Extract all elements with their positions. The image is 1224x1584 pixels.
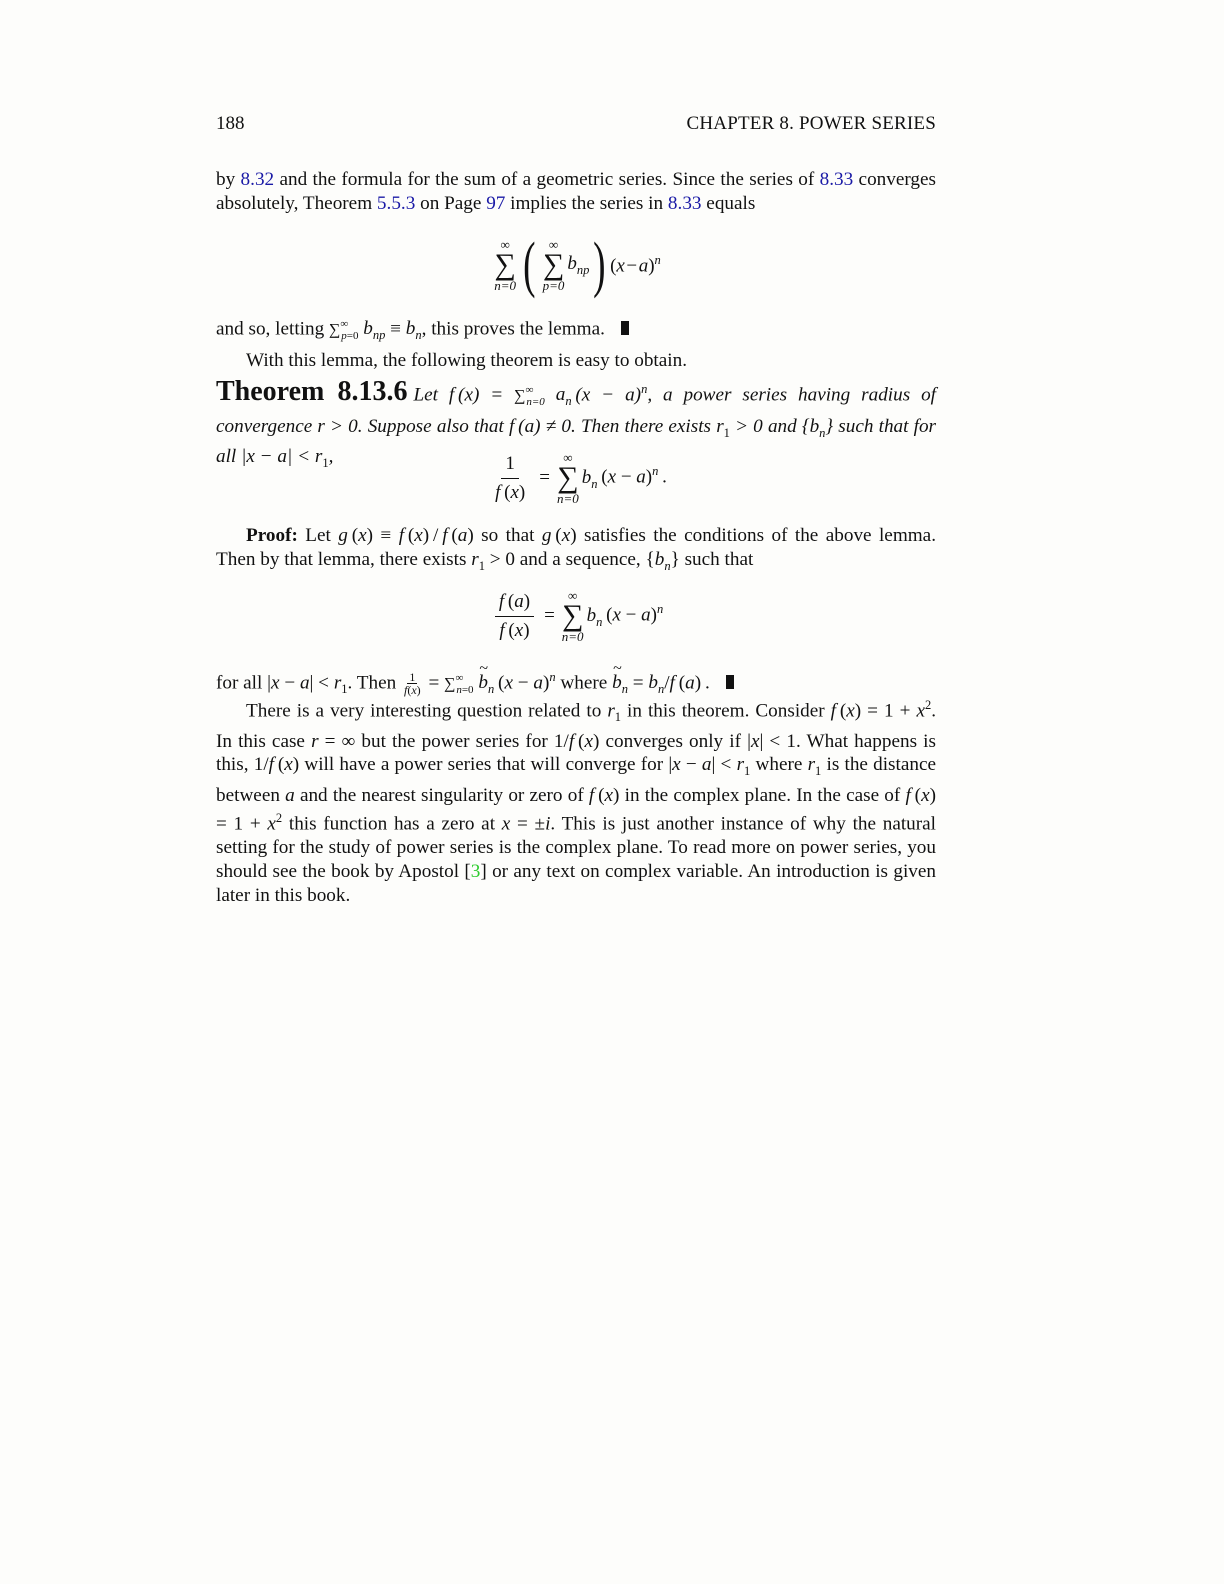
- equation-link-8-33-b[interactable]: 8.33: [667, 192, 702, 214]
- page-number: 188: [216, 113, 245, 134]
- paragraph-3: With this lemma, the following theorem is easy to obtain.: [246, 349, 687, 371]
- citation-link-apostol[interactable]: 3: [470, 861, 481, 882]
- paragraph-4: for all $|x - a| < r_1$. Then $\frac{1}{f(x)}$ = $\sum^\infty_{n=0}$ ~ $b_n$ $(x - a)^n$ where ~ $b_n = b_n/f$ (a) .: [216, 666, 936, 703]
- chapter-title: CHAPTER 8. POWER SERIES: [686, 113, 936, 134]
- display-equation-double-sum: ∞ ∑ n=0 ( ∞ ∑ p=0 $b_{np}$ ) (x − a)$^n$: [494, 231, 661, 299]
- theorem-8-13-6: Theorem 8.13.6 Let f $(x) = \sum^\infty_{n=0}$ $a_n$ $(x - a)^n$, a power series having radius of convergence r > 0. Suppose also that f (a) ≠ 0. Then there exists $r_1 > 0$ and $\{b_n\}$ such that for all $|x - a| < r_1$,: [216, 376, 937, 471]
- qed-mark-2: [726, 675, 734, 689]
- display-equation-reciprocal-series: $\frac{1}{f (x)}$ = ∞ ∑ n=0 $b_n$ $(x - a)^n$ .: [495, 450, 667, 506]
- equation-link-8-33[interactable]: 8.33: [819, 169, 854, 190]
- paragraph-1: by 8.32 and the formula for the sum of a geometric series. Since the series of 8.33 converges absolutely, Theorem 5.5.3 on Page 97 implies the series in 8.33 equals: [216, 169, 936, 214]
- paragraph-2: and so, letting $\sum^\infty_{p=0}$ $b_{np} \equiv b_n$, this proves the lemma. With this lemma, the following theorem is easy to obtain.: [216, 313, 936, 372]
- paragraph-5: There is a very interesting question related to $r_1$ in this theorem. Consider f $(x) = 1 + x^2$. In this case r = ∞ but the power series for 1/f (x) converges only if |x| < 1. What happens is this, 1/f (x) will have a power series that will converge for $|x - a| < r_1$ where $r_1$ is the distance between a and the nearest singularity or zero of f (x) in the complex plane. In the case of f $(x) = 1 + x^2$ this function has a zero at x = ±i. This is just another instance of why the natural setting for the study of power series is the complex plane. To read more on power series, you should see the book by Apostol [3] or any text on complex variable. An introduction is given later in this book.: [216, 698, 937, 906]
- proof-label: Proof:: [246, 525, 298, 546]
- page-link-97[interactable]: 97: [486, 192, 506, 214]
- theorem-label: Theorem 8.13.6: [216, 376, 408, 408]
- proof-paragraph: Proof: Let g (x) ≡ f (x) / f (a) so that g (x) satisfies the conditions of the above lemma. Then by that lemma, there exists $r_1 > 0$ and a sequence, $\{b_n\}$ such that: [216, 525, 936, 573]
- display-equation-quotient-series: $\frac{f (a)}{f (x)}$ = ∞ ∑ n=0 $b_n$ $(x - a)^n$: [216, 588, 936, 644]
- equation-link-8-32[interactable]: 8.32: [240, 169, 275, 190]
- qed-mark: [621, 321, 629, 335]
- theorem-link-5-5-3[interactable]: 5.5.3: [376, 192, 416, 214]
